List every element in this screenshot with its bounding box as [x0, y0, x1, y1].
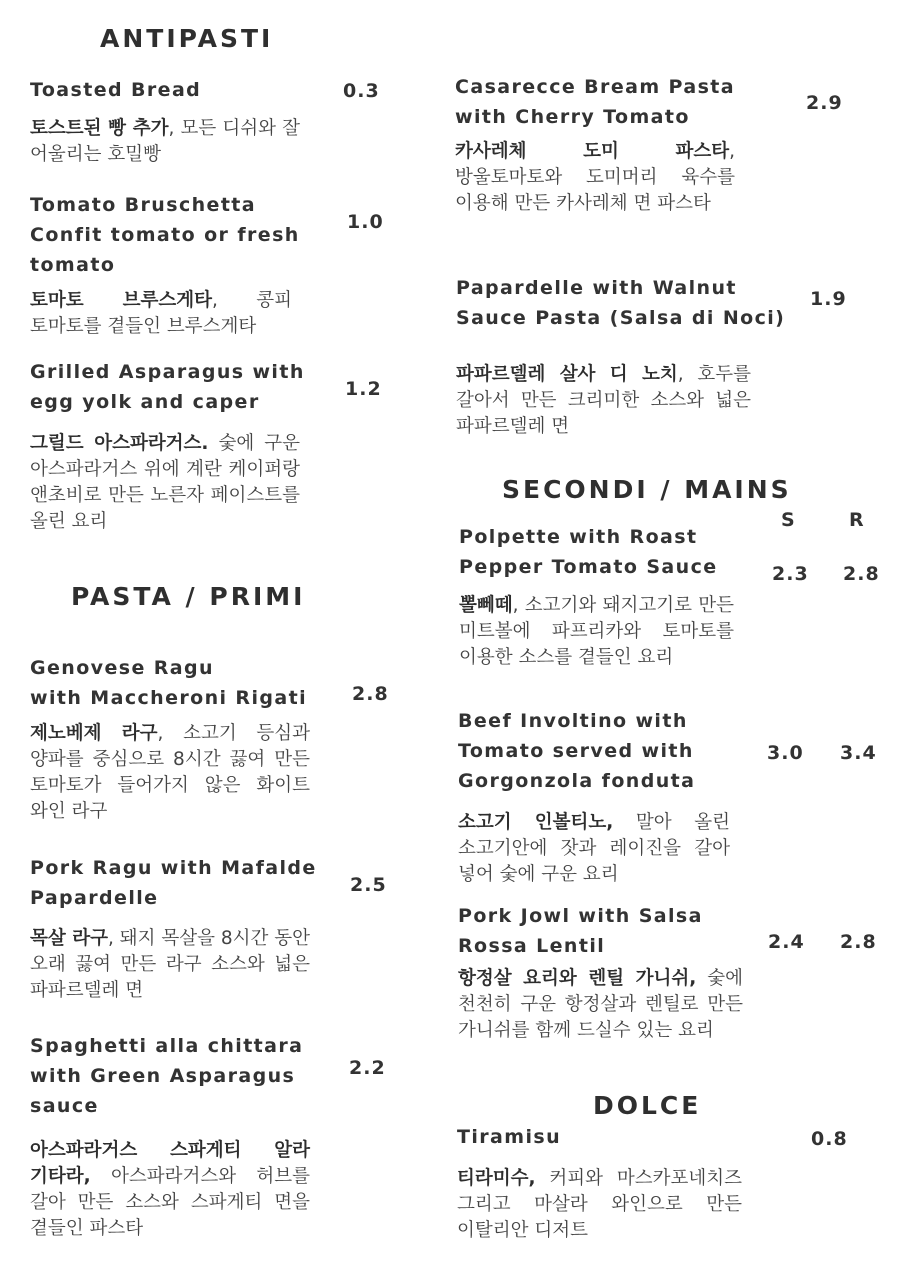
item-description	[455, 139, 735, 217]
item-name: Beef Involtino with Tomato served with Gorgonzola fonduta	[458, 710, 696, 792]
item-name: Toasted Bread	[30, 79, 202, 101]
item-description	[30, 431, 300, 535]
item-korean-desc: , 모든 디쉬와 잘 어울리는 호밀빵	[30, 118, 301, 165]
item-korean-desc: 커피와 마스카포네치즈 그리고 마살라 와인으로 만든 이탈리안 디저트	[457, 1168, 742, 1241]
item-korean-desc: 숯에 구운 아스파라거스 위에 계란 케이퍼랑 앤초비로 만든 노른자 페이스트를 올린 요리	[30, 433, 301, 532]
item-price-small: 2.4	[768, 931, 805, 953]
item-korean-desc: , 돼지 목살을 8시간 동안 오래 끓여 만든 라구 소스와 넓은 파파르델레 면	[30, 928, 310, 1001]
item-description	[30, 721, 310, 825]
item-korean-desc: 아스파라거스와 허브를 갈아 만든 소스와 스파게티 면을 곁들인 파스타	[30, 1166, 310, 1239]
item-korean-title: 제노베제 라구	[30, 723, 158, 744]
item-price-small: 3.0	[767, 742, 804, 764]
item-korean-desc: , 콩피 토마토를 곁들인 브루스게타	[30, 290, 292, 337]
item-korean-title: 파파르델레 살사 디 노치	[456, 364, 678, 385]
item-korean-desc: , 방울토마토와 도미머리 육수를 이용해 만든 카사레체 면 파스타	[455, 141, 735, 214]
item-korean-title: 소고기 인볼티노,	[458, 812, 614, 833]
item-korean-desc: 말아 올린 소고기안에 잣과 레이진을 갈아 넣어 숯에 구운 요리	[458, 812, 730, 885]
item-korean-desc: , 소고기와 돼지고기로 만든 미트볼에 파프리카와 토마토를 이용한 소스를 곁들인 요리	[459, 595, 734, 668]
item-name: Casarecce Bream Pasta with Cherry Tomato	[455, 76, 735, 128]
pasta-heading: PASTA / PRIMI	[71, 582, 306, 611]
item-description	[30, 926, 310, 1004]
item-description	[456, 362, 751, 440]
item-description	[459, 593, 734, 671]
item-description	[457, 1166, 742, 1244]
item-korean-title: 토마토 브루스게타	[30, 290, 212, 311]
item-price: 2.2	[349, 1057, 386, 1079]
item-name: Papardelle with Walnut Sauce Pasta (Salsa di Noci)	[456, 277, 786, 329]
item-price: 2.5	[350, 874, 387, 896]
item-korean-desc: , 호두를 갈아서 만든 크리미한 소스와 넓은 파파르델레 면	[456, 364, 751, 437]
dolce-heading: DOLCE	[593, 1091, 702, 1120]
item-price: 0.3	[343, 80, 380, 102]
item-name: Polpette with Roast Pepper Tomato Sauce	[459, 526, 718, 578]
item-korean-title: 목살 라구	[30, 928, 108, 949]
item-price: 1.2	[345, 378, 382, 400]
size-label-small: S	[781, 509, 796, 531]
item-description	[30, 1138, 310, 1242]
secondi-heading: SECONDI / MAINS	[502, 475, 792, 504]
item-price: 2.8	[352, 683, 389, 705]
item-name: Pork Jowl with Salsa Rossa Lentil	[458, 905, 703, 957]
item-name: Tomato Bruschetta Confit tomato or fresh tomato	[30, 194, 300, 276]
size-label-regular: R	[849, 509, 865, 531]
item-korean-title: 아스파라거스 스파게티 알라 기타라,	[30, 1140, 310, 1187]
item-korean-title: 항정살 요리와 렌틸 가니쉬,	[458, 968, 697, 989]
item-price-regular: 2.8	[840, 931, 877, 953]
item-description	[458, 966, 743, 1044]
item-price: 1.0	[347, 211, 384, 233]
item-name: Genovese Ragu with Maccheroni Rigati	[30, 657, 307, 709]
item-name: Pork Ragu with Mafalde Papardelle	[30, 857, 317, 909]
item-korean-title: 그릴드 아스파라거스.	[30, 433, 209, 454]
item-description	[30, 116, 300, 168]
item-name: Tiramisu	[457, 1126, 562, 1148]
item-description	[458, 810, 730, 888]
item-price-regular: 2.8	[843, 563, 880, 585]
item-price: 1.9	[810, 288, 847, 310]
item-korean-title: 뽈뻬떼	[459, 595, 513, 616]
antipasti-heading: ANTIPASTI	[100, 24, 274, 53]
item-korean-desc: 숯에 천천히 구운 항정살과 렌틸로 만든 가니쉬를 함께 드실수 있는 요리	[458, 968, 743, 1041]
item-name: Grilled Asparagus with egg yolk and caper	[30, 361, 305, 413]
item-korean-desc: , 소고기 등심과 양파를 중심으로 8시간 끓여 만든 토마토가 들어가지 않은 화이트 와인 라구	[30, 723, 311, 822]
item-price: 0.8	[811, 1128, 848, 1150]
item-korean-title: 토스트된 빵 추가	[30, 118, 169, 139]
item-korean-title: 티라미수,	[457, 1168, 536, 1189]
item-price-regular: 3.4	[840, 742, 877, 764]
item-korean-title: 카사레체 도미 파스타	[455, 141, 730, 162]
item-price-small: 2.3	[772, 563, 809, 585]
item-name: Spaghetti alla chittara with Green Asparagus sauce	[30, 1035, 304, 1117]
item-description	[30, 288, 292, 340]
item-price: 2.9	[806, 92, 843, 114]
